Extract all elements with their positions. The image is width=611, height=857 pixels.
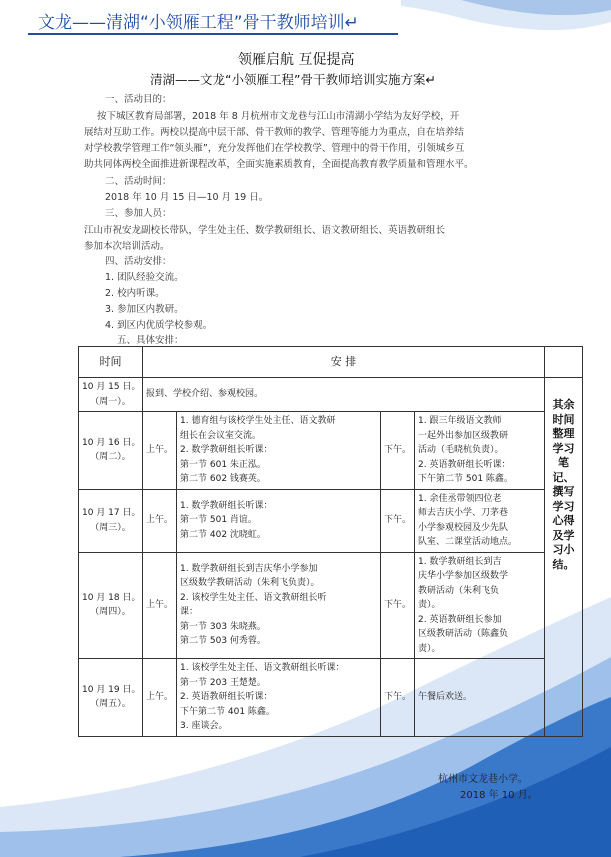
pm-activity-cell: 1. 数学教研组长到吉 庆华小学参加区级数学 教研活动（朱利飞负 责）。 2. 英语教研组长参加 区级教研活动（陈鑫负 责）。 [415,552,545,659]
table-row [79,552,583,659]
section1-heading: 一、活动目的： [105,94,172,105]
pm-label: 下午。 [381,489,415,552]
pm-activity-cell: 1. 余佳丞带领四位老 师去吉庆小学、刀茅巷 小学参观校园及少先队 队室、二课堂活动地点。 [415,489,545,552]
section2-heading: 二、活动时间： [105,176,172,187]
activity-cell: 报到、学校介绍、参观校园。 [143,378,545,412]
section3-heading: 三、参加人员： [105,208,172,219]
column-header-time: 时间 [79,347,143,378]
section1-line: 对学校教学管理工作“领头雁”，充分发挥他们在学校教学、管理中的骨干作用，引领城乡互 [84,143,465,154]
date-cell: 10 月 17 日。 （周三）。 [79,489,143,552]
table-row [79,659,583,737]
signature-org: 杭州市文龙巷小学。 [438,774,528,785]
section4-item: 4. 到区内优质学校参观。 [105,320,213,331]
am-label: 上午。 [143,659,177,737]
column-header-arrange: 安 排 [143,347,545,378]
section4-heading: 四、活动安排： [105,256,172,267]
section3-line: 参加本次培训活动。 [84,241,170,252]
am-activity-cell: 1. 数学教研组长听课： 第一节 501 肖谊。 第二节 402 沈晓虹。 [177,489,381,552]
am-label: 上午。 [143,552,177,659]
am-activity-cell: 1. 该校学生处主任、语文教研组长听课： 第一节 203 王楚楚。 2. 英语教研组长听课： 下午第二节 401 陈鑫。 3. 座谈会。 [177,659,381,737]
pm-label: 下午。 [381,659,415,737]
table-row [79,378,583,412]
page-subtitle: 领雁启航 互促提高 [238,52,355,68]
header-rule [28,33,398,35]
section1-line: 助共同体两校全面推进新课程改革，全面实施素质教育，全面提高教育教学质量和管理水平。 [84,159,474,170]
column-header-note [545,347,583,378]
pm-activity-cell: 午餐后欢送。 [415,659,545,737]
pm-activity-cell: 1. 跟三年级语文教师 一起外出参加区级教研 活动（毛晓杭负责）。 2. 英语教研组长听课： 下午第二节 501 陈鑫。 [415,412,545,490]
am-label: 上午。 [143,412,177,490]
date-cell: 10 月 19 日。 （周五）。 [79,659,143,737]
date-cell: 10 月 15 日。 （周一）。 [79,378,143,412]
section1-line: 展结对互助工作。两校以提高中层干部、骨干教师的教学、管理等能力为重点，自在培养结 [84,127,465,138]
section4-item: 3. 参加区内教研。 [105,304,184,315]
table-header-row [79,347,583,378]
signature-date: 2018 年 10 月。 [460,790,538,801]
am-activity-cell: 1. 德育组与该校学生处主任、语文教研 组长在会议室交流。 2. 数学教研组长听课： 第一节 601 朱正泓。 第二节 602 钱赛英。 [177,412,381,490]
section3-line: 江山市祝安龙副校长带队，学生处主任、数学教研组长、语文教研组长、英语教研组长 [84,225,446,236]
section2-value: 2018 年 10 月 15 日—10 月 19 日。 [105,192,269,203]
section4-item: 2. 校内听课。 [105,288,165,299]
plan-title: 清湖——文龙“小领雁工程”骨干教师培训实施方案↵ [150,72,436,87]
header-title: 文龙——清湖“小领雁工程”骨干教师培训↵ [38,13,359,33]
schedule-table [78,346,583,737]
am-label: 上午。 [143,489,177,552]
side-note-cell: 其余 时间 整理 学习 笔 记、 撰写 学习 心得 及学 习小 结。 [545,378,583,737]
section4-item: 1. 团队经验交流。 [105,272,184,283]
table-row [79,489,583,552]
date-cell: 10 月 18 日。 （周四）。 [79,552,143,659]
table-row [79,412,583,490]
date-cell: 10 月 16 日。 （周二）。 [79,412,143,490]
header-decoration [401,0,611,40]
pm-label: 下午。 [381,552,415,659]
section5-heading: 五、具体安排： [117,335,184,346]
am-activity-cell: 1. 数学教研组长到吉庆华小学参加 区级数学教研活动（朱利飞负责）。 2. 该校学生处主任、语文教研组长听 课： 第一节 303 朱晓燕。 第二节 503 何秀蓉。 [177,552,381,659]
pm-label: 下午。 [381,412,415,490]
section1-line: 按下城区教育局部署，2018 年 8 月杭州市文龙巷与江山市清湖小学结为友好学校，开 [97,111,460,122]
